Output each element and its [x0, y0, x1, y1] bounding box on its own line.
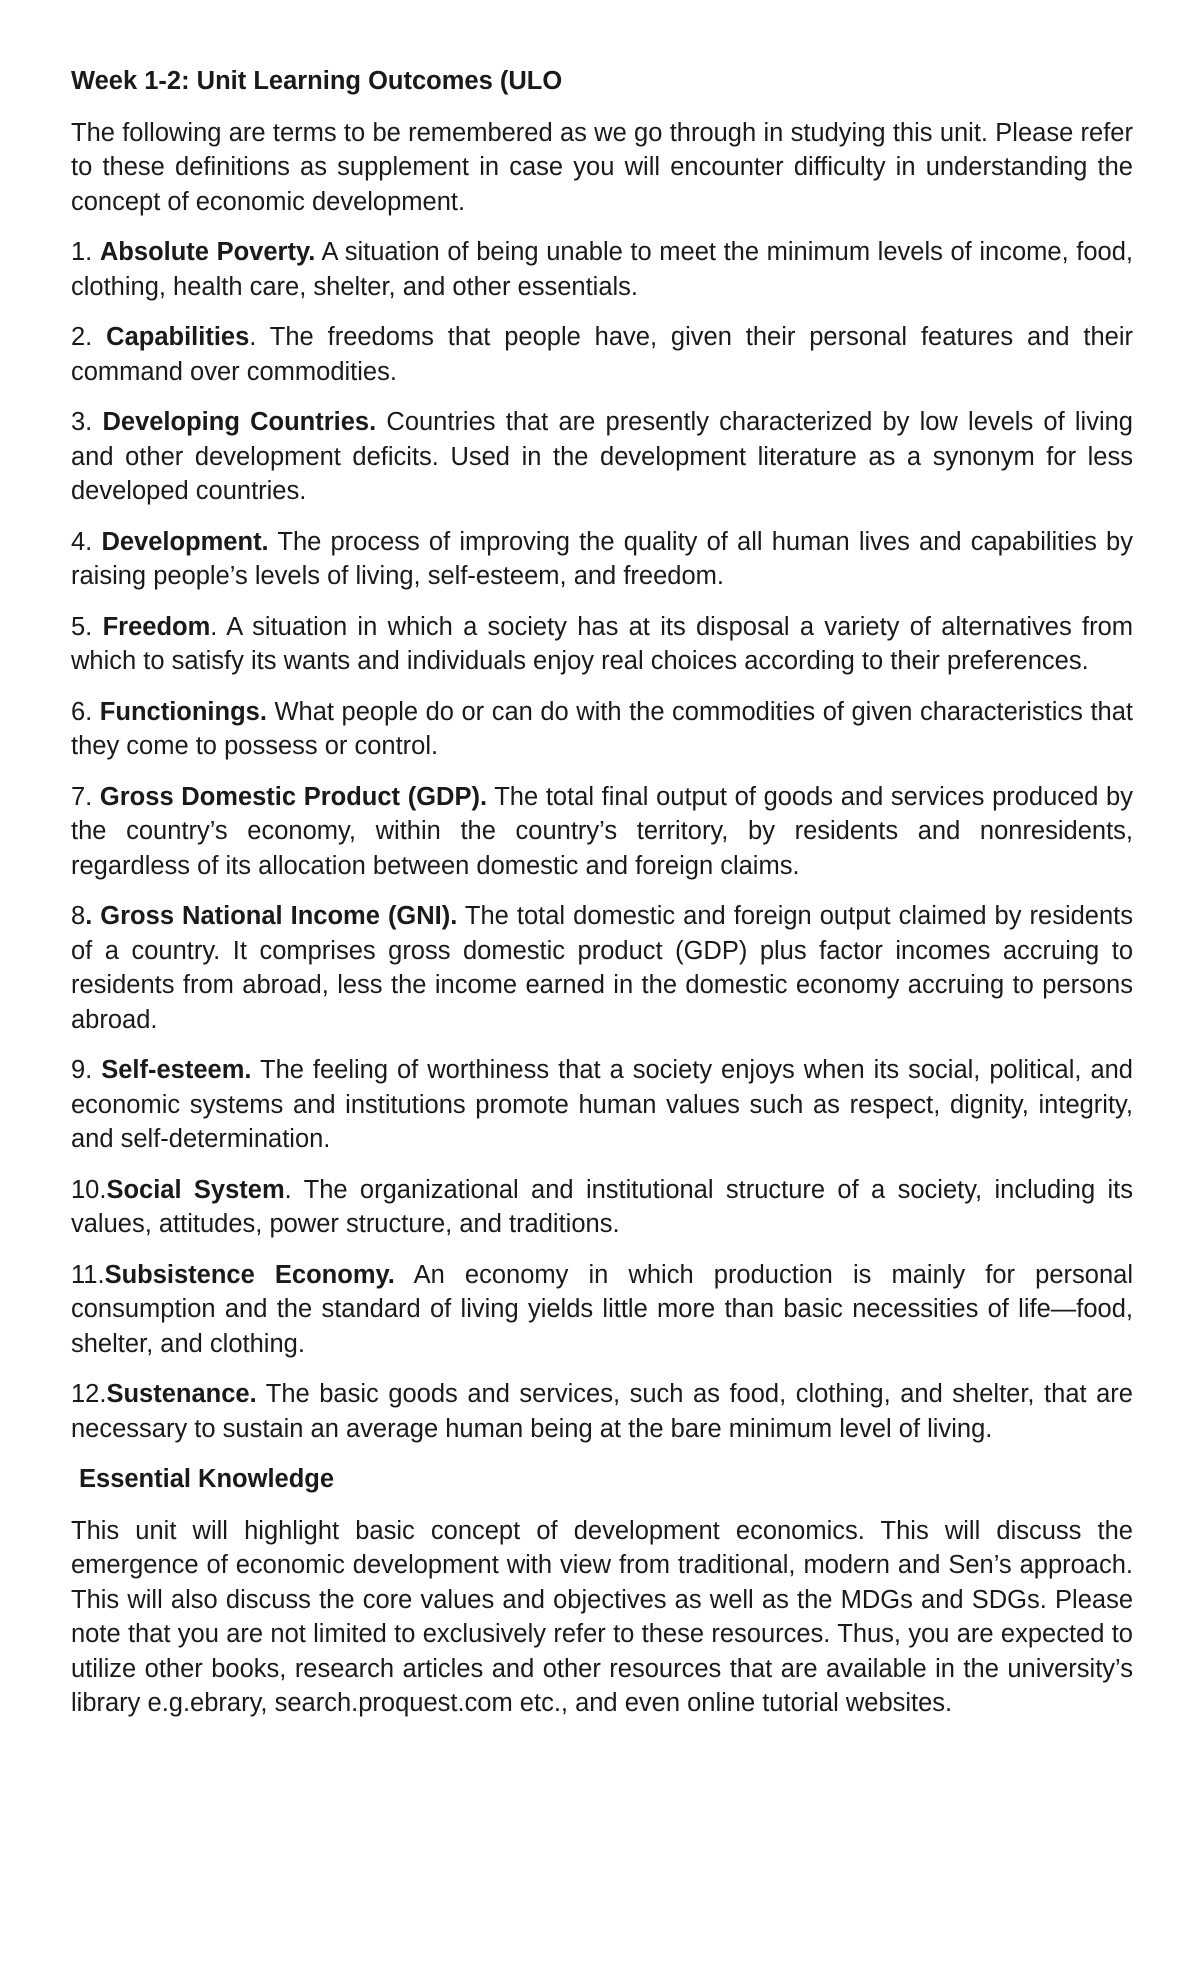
term-number: 11.: [71, 1260, 105, 1289]
term-item-9: [71, 1053, 1133, 1157]
term-definition: A situation of being unable to meet the minimum levels of income, food, clothing, health care, shelter, and other essentials.: [71, 238, 1133, 301]
term-title: Social System: [106, 1175, 285, 1204]
term-item-4: [71, 525, 1133, 594]
term-definition: The feeling of worthiness that a society enjoys when its social, political, and economic systems and institutions promote human values such as respect, dignity, integrity, and self-determination.: [71, 1056, 1133, 1153]
term-definition: . The organizational and institutional structure of a society, including its values, attitudes, power structure, and traditions.: [71, 1175, 1134, 1238]
term-title: Development.: [101, 527, 269, 556]
document-page: [71, 64, 1133, 1737]
term-definition: . A situation in which a society has at its disposal a variety of alternatives from which to satisfy its wants and individuals enjoy real choices according to their preferences.: [71, 612, 1133, 675]
term-number: 5.: [71, 612, 103, 641]
term-definition: Countries that are presently characterized by low levels of living and other development deficits. Used in the development literature as a synonym for less developed countries.: [71, 408, 1133, 505]
term-definition: The total domestic and foreign output claimed by residents of a country. It comprises gross domestic product (GDP) plus factor incomes accruing to residents from abroad, less the income earned in the domestic economy accruing to persons abroad.: [71, 902, 1133, 1034]
term-item-11: [71, 1258, 1133, 1362]
term-item-8: [71, 899, 1133, 1037]
term-title: Freedom: [102, 612, 211, 641]
term-number: 12.: [71, 1380, 107, 1408]
term-number: 4.: [71, 527, 102, 556]
intro-paragraph: The following are terms to be remembered as we go through in studying this unit. Please refer to these definitions as supplement in case you will encounter difficulty in understanding the concept of economic development.: [71, 118, 1133, 216]
term-title: Subsistence Economy.: [104, 1260, 395, 1289]
term-title: Self-esteem.: [101, 1056, 252, 1084]
term-item-2: [71, 320, 1133, 389]
term-number: 9.: [71, 1056, 102, 1084]
term-item-3: [71, 405, 1133, 509]
term-definition: What people do or can do with the commodities of given characteristics that they come to possess or control.: [71, 697, 1133, 760]
section-heading: Week 1-2: Unit Learning Outcomes (ULO: [71, 67, 563, 95]
term-number: 6.: [71, 697, 100, 726]
term-number: 2.: [71, 323, 107, 351]
term-item-6: [71, 695, 1133, 764]
term-item-7: [71, 780, 1133, 884]
term-number: 3.: [71, 408, 103, 436]
term-title: Gross Domestic Product (GDP).: [99, 782, 488, 811]
term-definition: The total final output of goods and services produced by the country’s economy, within the country’s territory, by residents and nonresidents, regardless of its allocation between domestic and foreign claims.: [71, 782, 1133, 880]
term-item-5: [71, 610, 1133, 679]
term-number: 10.: [71, 1175, 107, 1204]
term-definition: The basic goods and services, such as food, clothing, and shelter, that are necessary to sustain an average human being at the bare minimum level of living.: [71, 1380, 1133, 1443]
term-definition: The process of improving the quality of all human lives and capabilities by raising people’s levels of living, self-esteem, and freedom.: [71, 527, 1133, 590]
term-item-1: [71, 235, 1133, 304]
term-title: . Gross National Income (GNI).: [85, 902, 458, 930]
term-title: Sustenance.: [106, 1380, 257, 1408]
essential-knowledge-paragraph: This unit will highlight basic concept of development economics. This will discuss the emergence of economic development with view from traditional, modern and Sen’s approach. This will also discuss the core values and objectives as well as the MDGs and SDGs. Please note that you are not limited to exclusively refer to these resources. Thus, you are expected to utilize other books, research articles and other resources that are available in the university’s library e.g.ebrary, search.proquest.com etc., and even online tutorial websites.: [71, 1516, 1133, 1717]
term-title: Absolute Poverty.: [99, 238, 316, 266]
term-number: 1.: [71, 238, 100, 266]
term-number: 8: [71, 902, 86, 930]
essential-knowledge-heading: Essential Knowledge: [79, 1465, 335, 1493]
term-definition: . The freedoms that people have, given their personal features and their command over commodities.: [71, 323, 1134, 386]
term-title: Functionings.: [99, 697, 267, 726]
term-title: Capabilities: [106, 323, 250, 351]
term-title: Developing Countries.: [102, 408, 377, 436]
term-definition: An economy in which production is mainly for personal consumption and the standard of living yields little more than basic necessities of life—food, shelter, and clothing.: [71, 1260, 1133, 1358]
term-item-10: [71, 1173, 1133, 1242]
term-number: 7.: [71, 782, 100, 811]
term-item-12: [71, 1377, 1133, 1446]
